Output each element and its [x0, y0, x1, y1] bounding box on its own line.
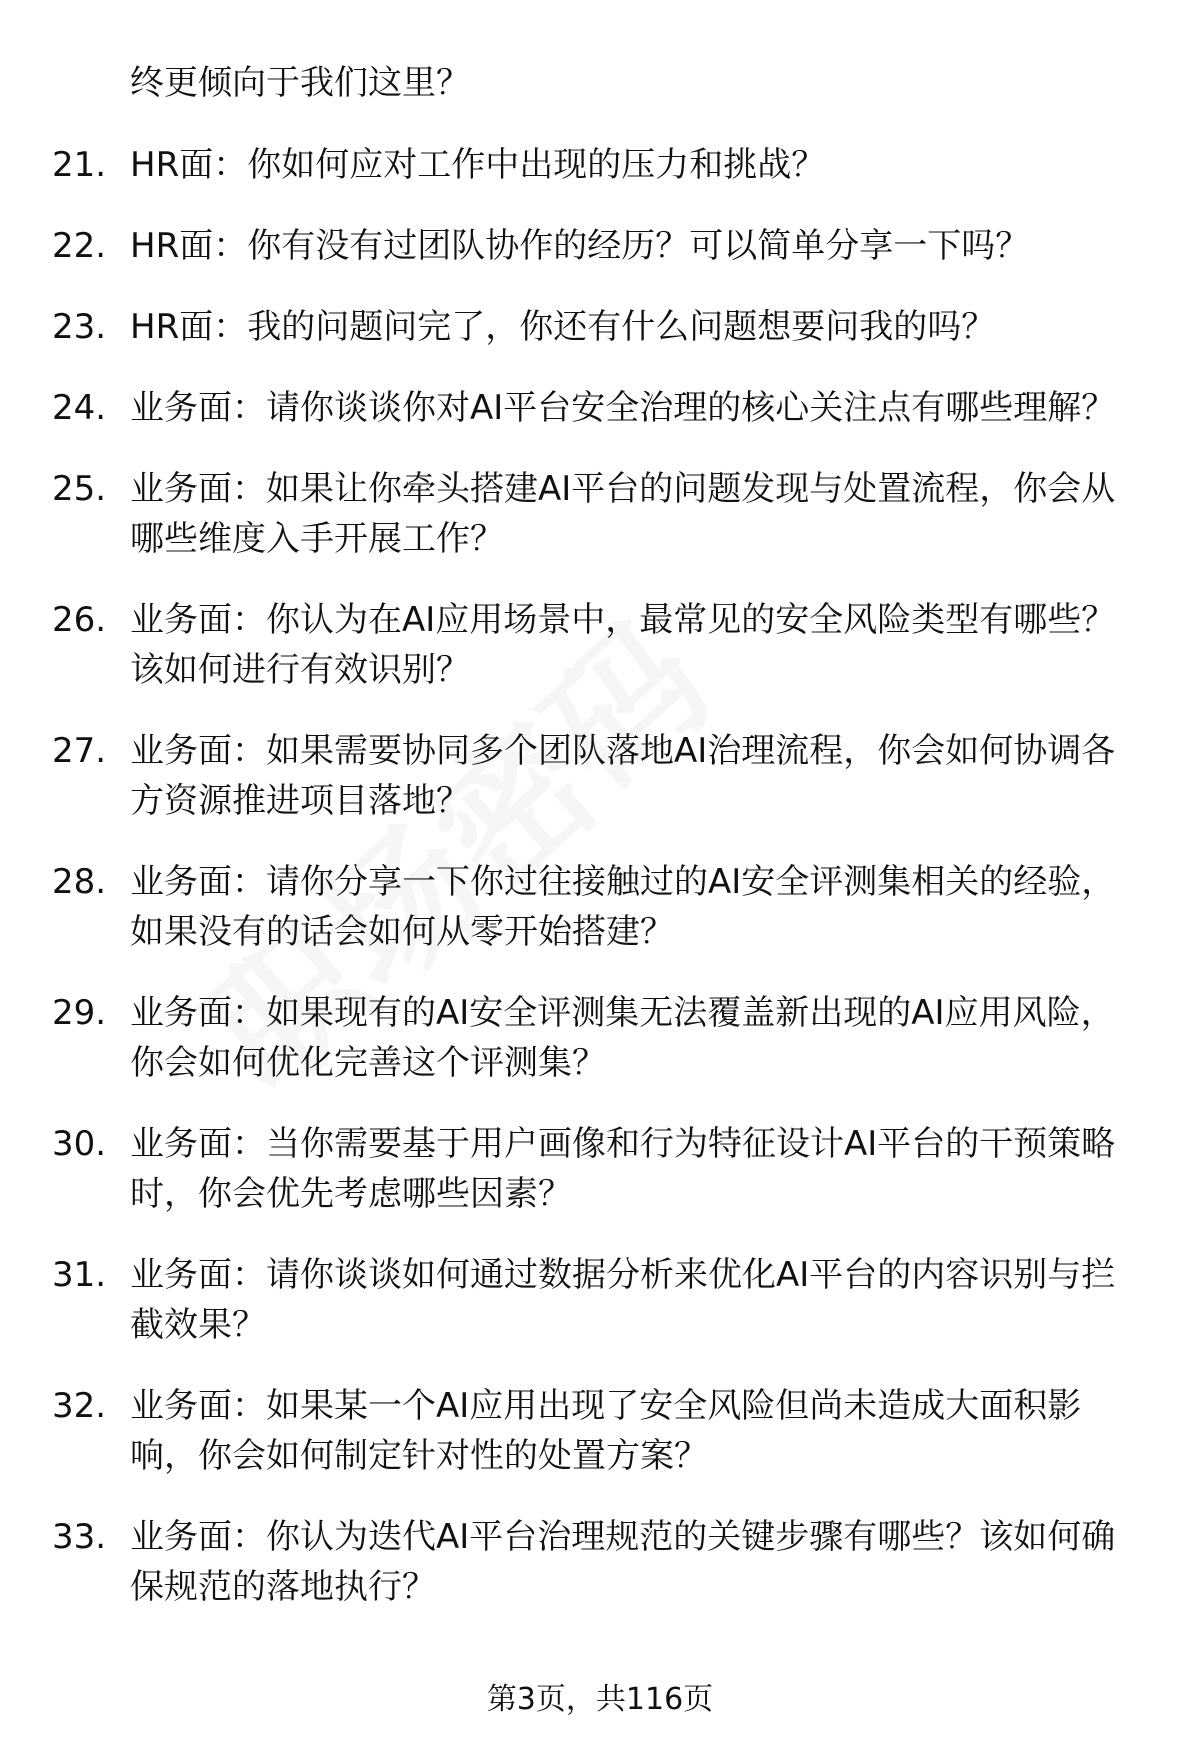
question-text: 业务面：请你谈谈你对AI平台安全治理的核心关注点有哪些理解？ [130, 388, 1116, 428]
question-text: 业务面：如果现有的AI安全评测集无法覆盖新出现的AI应用风险，你会如何优化完善这个评测集？ [130, 993, 1115, 1083]
question-item-32 [0, 1381, 1200, 1481]
question-item-22 [0, 221, 1200, 271]
question-text: 业务面：如果让你牵头搭建AI平台的问题发现与处置流程，你会从哪些维度入手开展工作？ [130, 469, 1116, 559]
question-text: 业务面：如果某一个AI应用出现了安全风险但尚未造成大面积影响，你会如何制定针对性的处置方案？ [130, 1386, 1082, 1476]
question-number: 26. [52, 600, 107, 640]
question-text: HR面：你如何应对工作中出现的压力和挑战？ [130, 145, 826, 185]
question-item-25 [0, 464, 1200, 564]
question-list [0, 140, 1200, 1643]
question-item-26 [0, 595, 1200, 695]
question-item-33 [0, 1512, 1200, 1612]
question-number: 24. [52, 388, 107, 428]
question-number: 28. [52, 862, 107, 902]
question-number: 22. [52, 226, 107, 266]
question-number: 31. [52, 1255, 107, 1295]
question-item-23 [0, 302, 1200, 352]
question-item-28 [0, 857, 1200, 957]
question-text: 业务面：如果需要协同多个团队落地AI治理流程，你会如何协调各方资源推进项目落地？ [130, 731, 1116, 821]
question-item-31 [0, 1250, 1200, 1350]
question-text: 业务面：请你分享一下你过往接触过的AI安全评测集相关的经验，如果没有的话会如何从零开始搭建？ [130, 862, 1116, 952]
question-number: 29. [52, 993, 107, 1033]
question-number: 33. [52, 1517, 107, 1557]
question-text: HR面：你有没有过团队协作的经历？可以简单分享一下吗？ [130, 226, 1030, 266]
question-item-27 [0, 726, 1200, 826]
question-text: 业务面：请你谈谈如何通过数据分析来优化AI平台的内容识别与拦截效果？ [130, 1255, 1116, 1345]
question-text: HR面：我的问题问完了，你还有什么问题想要问我的吗？ [130, 307, 996, 347]
question-text: 业务面：你认为迭代AI平台治理规范的关键步骤有哪些？该如何确保规范的落地执行？ [130, 1517, 1116, 1607]
question-number: 25. [52, 469, 107, 509]
question-item-21 [0, 140, 1200, 190]
page-footer: 第3页，共116页 [486, 1682, 714, 1717]
question-text: 业务面：你认为在AI应用场景中，最常见的安全风险类型有哪些？该如何进行有效识别？ [130, 600, 1116, 690]
question-number: 32. [52, 1386, 107, 1426]
question-item-29 [0, 988, 1200, 1088]
continuation-line: 终更倾向于我们这里？ [130, 63, 470, 103]
question-number: 27. [52, 731, 107, 771]
question-item-24 [0, 383, 1200, 433]
question-item-30 [0, 1119, 1200, 1219]
question-number: 23. [52, 307, 107, 347]
question-number: 30. [52, 1124, 107, 1164]
question-text: 业务面：当你需要基于用户画像和行为特征设计AI平台的干预策略时，你会优先考虑哪些因素？ [130, 1124, 1116, 1214]
question-number: 21. [52, 145, 107, 185]
